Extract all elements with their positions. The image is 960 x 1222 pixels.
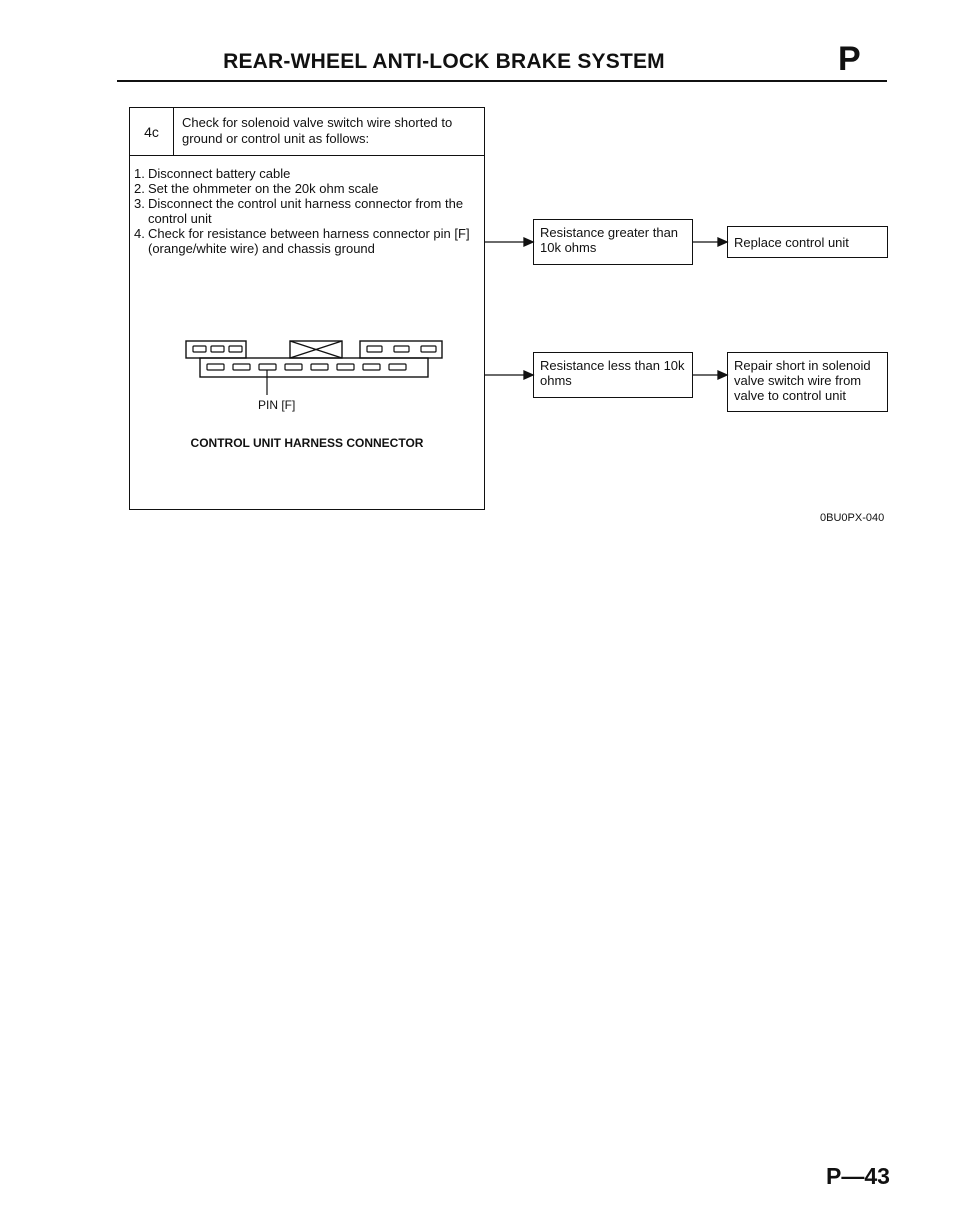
step-description: Check for solenoid valve switch wire shorted to ground or control unit as follows: xyxy=(182,115,453,146)
procedure-item-text: Disconnect battery cable xyxy=(148,166,291,181)
header-rule xyxy=(117,80,887,82)
connector-pin xyxy=(211,346,224,352)
connector-top-right-section xyxy=(360,341,442,358)
procedure-item-text: Disconnect the control unit harness connector from the control unit xyxy=(148,196,464,226)
connector-pin xyxy=(421,346,436,352)
connector-pin-f xyxy=(259,364,276,370)
connector-pin xyxy=(337,364,354,370)
flow-arrowhead xyxy=(718,238,727,246)
result-greater-box: Resistance greater than 10k ohms xyxy=(533,219,693,265)
section-letter: P xyxy=(838,40,861,78)
connector-pin xyxy=(233,364,250,370)
procedure-item-number: 2. xyxy=(134,181,145,196)
procedure-item-number: 1. xyxy=(134,166,145,181)
connector-pin xyxy=(193,346,206,352)
connector-pin xyxy=(285,364,302,370)
connector-pin xyxy=(389,364,406,370)
pin-label: PIN [F] xyxy=(258,398,296,412)
page-title: REAR-WHEEL ANTI-LOCK BRAKE SYSTEM xyxy=(223,50,665,73)
figure-code: 0BU0PX-040 xyxy=(820,512,885,524)
result-less-box: Resistance less than 10k ohms xyxy=(533,352,693,398)
procedure-item-text: Check for resistance between harness connector pin [F] (orange/white wire) and chassis ground xyxy=(148,226,470,256)
connector-caption: CONTROL UNIT HARNESS CONNECTOR xyxy=(190,436,424,450)
procedure-item xyxy=(134,166,480,181)
flow-arrowhead xyxy=(718,371,727,379)
connector-pin xyxy=(229,346,242,352)
connector-pin xyxy=(207,364,224,370)
connector-pin xyxy=(367,346,382,352)
flow-arrowhead xyxy=(524,238,533,246)
procedure-list xyxy=(134,166,480,256)
procedure-item xyxy=(134,181,480,196)
connector-pin xyxy=(394,346,409,352)
connector-bottom-row xyxy=(200,358,428,377)
connector-pin xyxy=(311,364,328,370)
flow-arrowhead xyxy=(524,371,533,379)
step-header xyxy=(130,108,484,156)
action-replace-box: Replace control unit xyxy=(727,226,888,258)
step-box xyxy=(129,107,485,510)
procedure-item-text: Set the ohmmeter on the 20k ohm scale xyxy=(148,181,379,196)
step-number: 4c xyxy=(130,108,174,155)
connector-diagram xyxy=(170,333,460,443)
action-repair-box: Repair short in solenoid valve switch wire from valve to control unit xyxy=(727,352,888,412)
procedure-item xyxy=(134,226,480,256)
procedure-item xyxy=(134,196,480,226)
connector-pin xyxy=(363,364,380,370)
page-number: P—43 xyxy=(826,1163,890,1189)
procedure-item-number: 3. xyxy=(134,196,145,211)
procedure-item-number: 4. xyxy=(134,226,145,241)
connector-top-left-section xyxy=(186,341,246,358)
